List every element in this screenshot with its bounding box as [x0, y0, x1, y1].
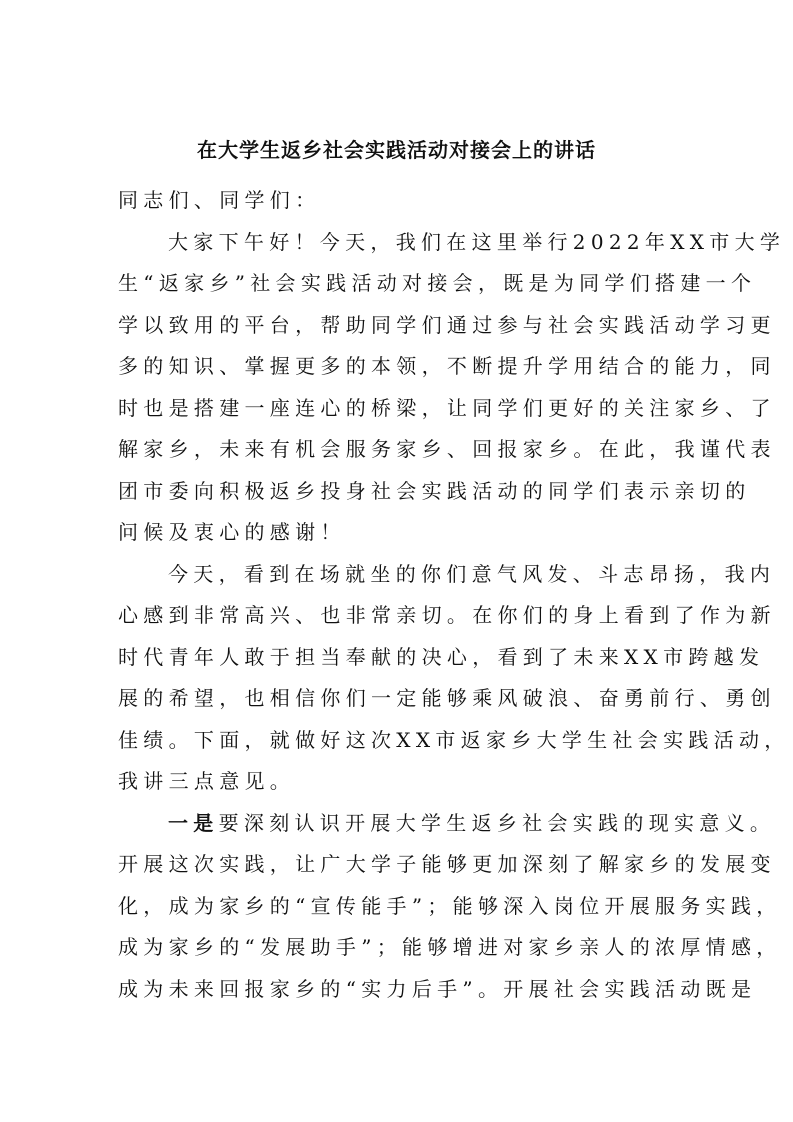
document-title: 在大学生返乡社会实践活动对接会上的讲话 [197, 138, 596, 162]
text-line: 今天，看到在场就坐的你们意气风发、斗志昂扬，我内 [168, 561, 776, 586]
text-line: 我讲三点意见。 [118, 769, 296, 793]
salutation: 同志们、同学们： [118, 188, 321, 212]
text-line: 开展这次实践，让广大学子能够更加深刻了解家乡的发展变 [118, 852, 776, 876]
document-body [118, 186, 790, 1016]
text-line: 心感到非常高兴、也非常亲切。在你们的身上看到了作为新 [118, 603, 776, 627]
paragraph-point-one [118, 809, 782, 1017]
text-line: 问候及衷心的感谢！ [118, 520, 346, 544]
text-line: 时也是搭建一座连心的桥梁，让同学们更好的关注家乡、了 [118, 395, 776, 420]
text-line: 学以致用的平台，帮助同学们通过参与社会实践活动学习更 [118, 312, 776, 337]
text-line [118, 809, 776, 851]
text-line: 佳绩。下面，就做好这次XX市返家乡大学生社会实践活动， [118, 727, 790, 752]
text-line: 时代青年人敢于担当奉献的决心，看到了未来XX市跨越发 [118, 644, 765, 669]
text-line: 团市委向积极返乡投身社会实践活动的同学们表示亲切的 [118, 478, 751, 503]
bold-prefix: 一是 [168, 810, 219, 835]
text-line: 成为家乡的“发展助手”；能够增进对家乡亲人的浓厚情感， [118, 935, 782, 959]
paragraph-greeting [118, 228, 786, 560]
text-line-rest: 要深刻认识开展大学生返乡社会实践的现实意义。 [218, 810, 776, 835]
text-line: 解家乡，未来有机会服务家乡、回报家乡。在此，我谨代表 [118, 437, 776, 461]
text-line: 展的希望，也相信你们一定能够乘风破浪、奋勇前行、勇创 [118, 686, 776, 710]
paragraph-encouragement [118, 560, 790, 809]
text-line: 成为未来回报家乡的“实力后手”。开展社会实践活动既是 [118, 976, 757, 1001]
text-line: 多的知识、掌握更多的本领，不断提升学用结合的能力，同 [118, 354, 776, 378]
text-line: 大家下午好！今天，我们在这里举行2022年XX市大学 [168, 229, 786, 254]
text-line: 化，成为家乡的“宣传能手”；能够深入岗位开展服务实践， [118, 893, 782, 918]
text-line: 生“返家乡”社会实践活动对接会，既是为同学们搭建一个 [118, 271, 757, 295]
